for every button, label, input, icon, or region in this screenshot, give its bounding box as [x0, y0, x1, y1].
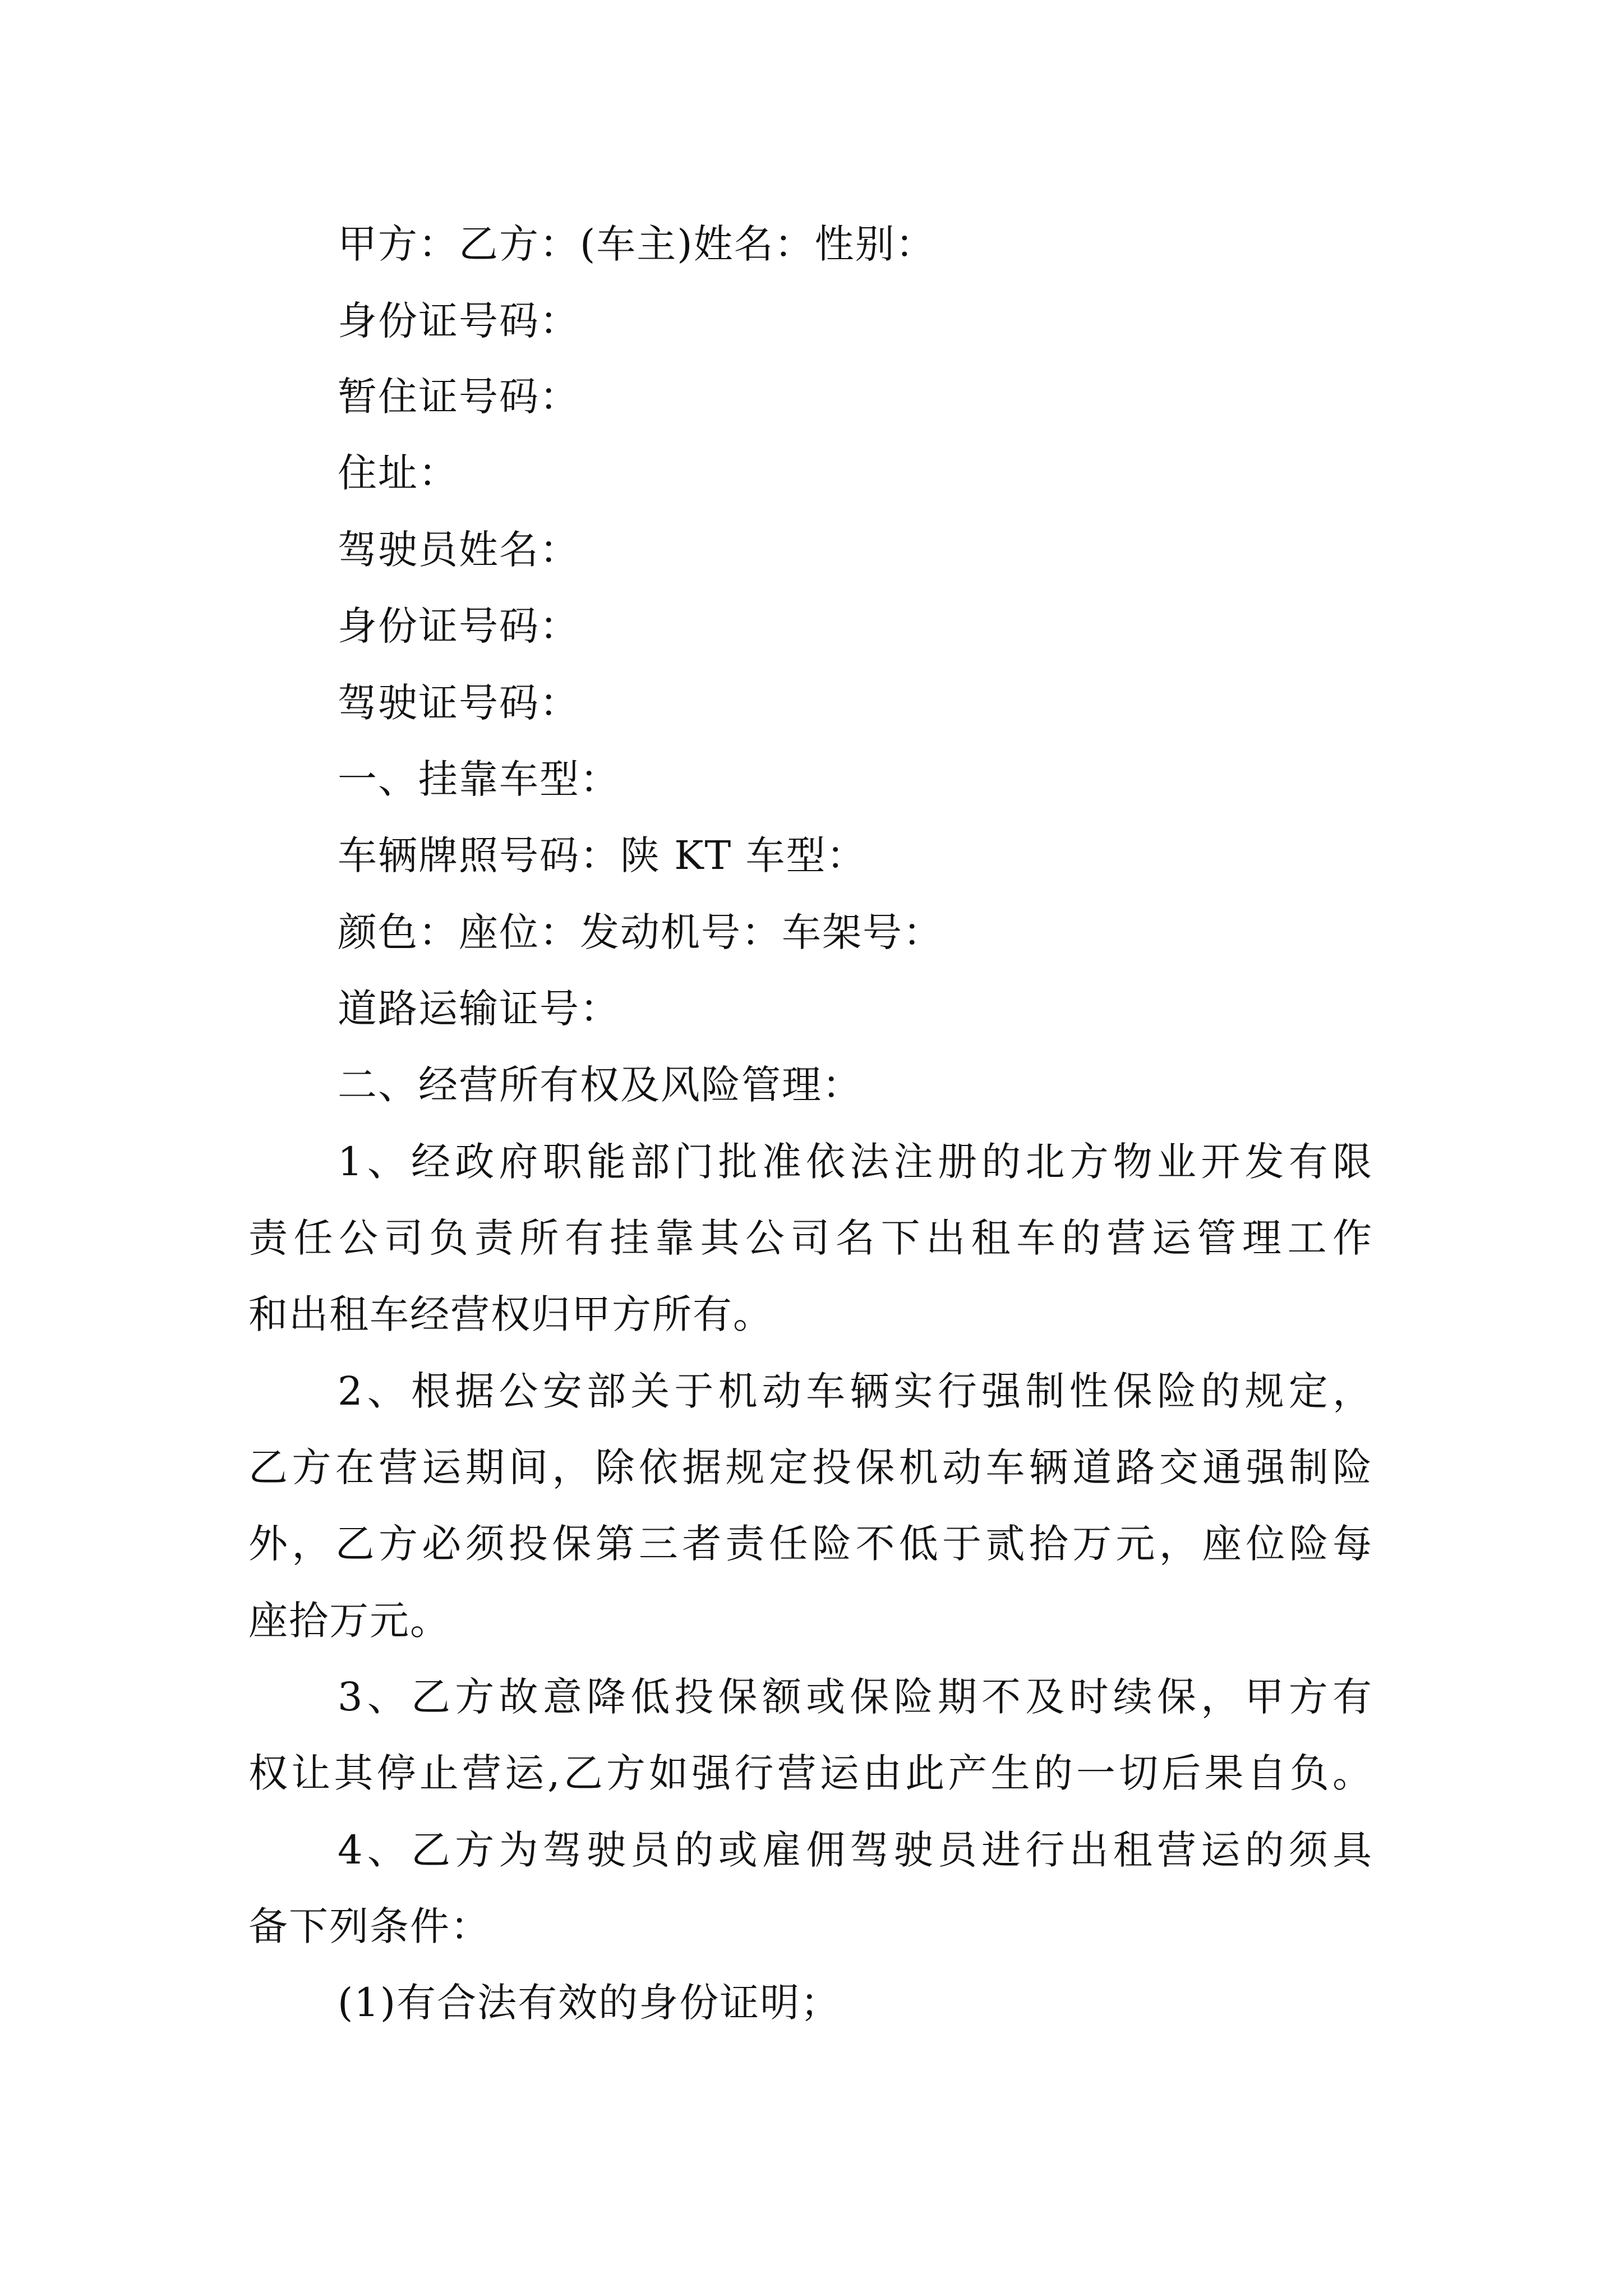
- clause-1-line-2: 责任公司负责所有挂靠其公司名下出租车的营运管理工作: [248, 1215, 1373, 1261]
- clause-2-line-2: 乙方在营运期间，除依据规定投保机动车辆道路交通强制险: [248, 1444, 1373, 1490]
- driver-name-field: 驾驶员姓名：: [338, 527, 580, 573]
- transport-permit-line: 道路运输证号：: [338, 986, 620, 1032]
- clause-3-line-2: 权让其停止营运,乙方如强行营运由此产生的一切后果自负。: [248, 1750, 1373, 1796]
- clause-2-line-3: 外，乙方必须投保第三者责任险不低于贰拾万元，座位险每: [248, 1521, 1373, 1567]
- address-field: 住址：: [338, 450, 459, 496]
- clause-1-line-3: 和出租车经营权归甲方所有。: [248, 1291, 773, 1337]
- clause-4-line-2: 备下列条件：: [248, 1903, 491, 1949]
- clause-4-line-1: 4、乙方为驾驶员的或雇佣驾驶员进行出租营运的须具: [338, 1827, 1373, 1873]
- driver-license-field: 驾驶证号码：: [338, 680, 580, 726]
- clause-3-line-1: 3、乙方故意降低投保额或保险期不及时续保，甲方有: [338, 1674, 1373, 1720]
- clause-2-line-1: 2、根据公安部关于机动车辆实行强制性保险的规定，: [338, 1368, 1373, 1414]
- residence-permit-field: 暂住证号码：: [338, 374, 580, 420]
- party-info-line: 甲方：乙方：(车主)姓名：性别：: [338, 221, 936, 267]
- plate-number-line: 车辆牌照号码：陕 KT 车型：: [338, 832, 867, 878]
- condition-item-1: (1)有合法有效的身份证明；: [338, 1980, 841, 2026]
- driver-id-number-field: 身份证号码：: [338, 603, 580, 649]
- vehicle-details-line: 颜色：座位：发动机号：车架号：: [338, 909, 943, 955]
- section-2-title: 二、经营所有权及风险管理：: [338, 1062, 863, 1108]
- id-number-field: 身份证号码：: [338, 298, 580, 344]
- clause-1-line-1: 1、经政府职能部门批准依法注册的北方物业开发有限: [338, 1139, 1373, 1185]
- clause-2-line-4: 座拾万元。: [248, 1598, 450, 1644]
- section-1-title: 一、挂靠车型：: [338, 756, 620, 802]
